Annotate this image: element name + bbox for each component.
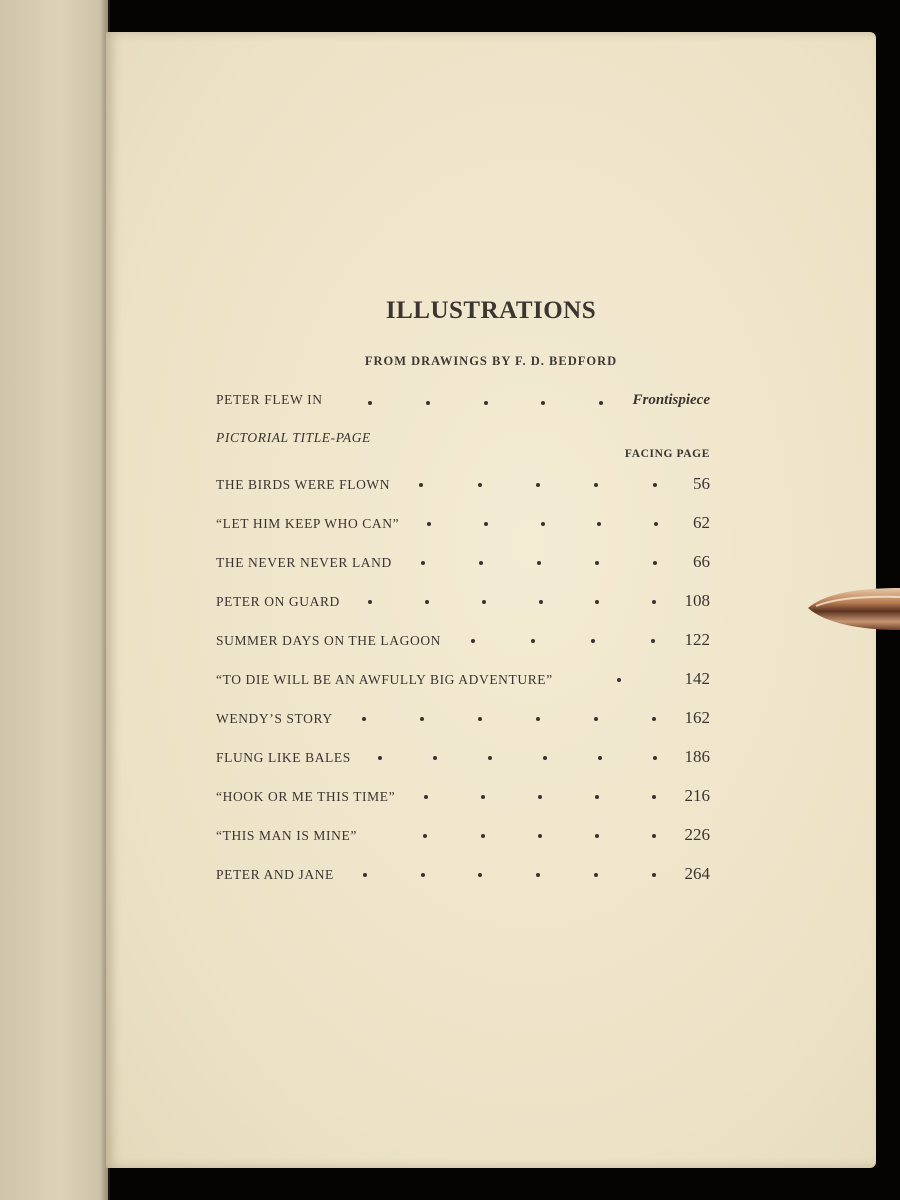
dot-leaders (333, 717, 685, 721)
list-item (216, 864, 710, 886)
pen-clip-icon (806, 586, 900, 632)
entry-title: FLUNG LIKE BALES (216, 750, 351, 765)
dot-leaders (392, 561, 686, 565)
entry-page: 216 (684, 786, 710, 805)
pictorial-title-entry: PICTORIAL TITLE-PAGE (216, 430, 371, 445)
page-subtitle: FROM DRAWINGS BY F. D. BEDFORD (364, 354, 618, 368)
entry-page: 122 (684, 630, 710, 649)
list-item (216, 825, 710, 847)
entry-page: 186 (684, 747, 710, 766)
entry-title: PETER FLEW IN (216, 392, 323, 407)
page-title: ILLUSTRATIONS (385, 297, 597, 324)
entry-title: THE BIRDS WERE FLOWN (216, 477, 391, 492)
facing-page-label: FACING PAGE (624, 448, 710, 460)
entry-page: 162 (684, 708, 710, 727)
dot-leaders (390, 483, 686, 487)
dot-leaders (323, 401, 633, 405)
frontispiece-row (216, 392, 710, 414)
entry-page: 108 (684, 591, 710, 610)
dot-leaders (351, 756, 685, 760)
list-item (216, 630, 710, 652)
list-item (216, 747, 710, 769)
dot-leaders (340, 600, 685, 604)
list-item (216, 786, 710, 808)
dot-leaders (553, 678, 685, 682)
entry-page: 226 (684, 825, 710, 844)
entry-page: 142 (684, 669, 710, 688)
list-item (216, 513, 710, 535)
list-item (216, 591, 710, 613)
entry-page: 264 (684, 864, 710, 883)
entry-page: 62 (693, 513, 710, 532)
entry-title: “THIS MAN IS MINE” (216, 828, 357, 843)
dot-leaders (357, 834, 685, 838)
entry-title: “LET HIM KEEP WHO CAN” (216, 516, 400, 531)
dot-leaders (399, 522, 686, 526)
list-item (216, 708, 710, 730)
entry-title: “TO DIE WILL BE AN AWFULLY BIG ADVENTURE” (216, 672, 553, 687)
entry-title: THE NEVER NEVER LAND (216, 555, 392, 570)
list-item (216, 474, 710, 496)
dot-leaders (395, 795, 684, 799)
entry-title: WENDY’S STORY (216, 711, 333, 726)
book-page (106, 32, 876, 1168)
list-item (216, 669, 710, 691)
entry-page: 66 (693, 552, 710, 571)
list-item (216, 552, 710, 574)
entry-page: 56 (693, 474, 710, 493)
entry-location: Frontispiece (632, 392, 710, 408)
entry-title: SUMMER DAYS ON THE LAGOON (216, 633, 442, 648)
entry-title: “HOOK OR ME THIS TIME” (216, 789, 396, 804)
dot-leaders (334, 873, 685, 877)
entry-title: PETER ON GUARD (216, 594, 340, 609)
entry-title: PETER AND JANE (216, 867, 334, 882)
left-page (0, 0, 108, 1200)
dot-leaders (441, 639, 684, 643)
